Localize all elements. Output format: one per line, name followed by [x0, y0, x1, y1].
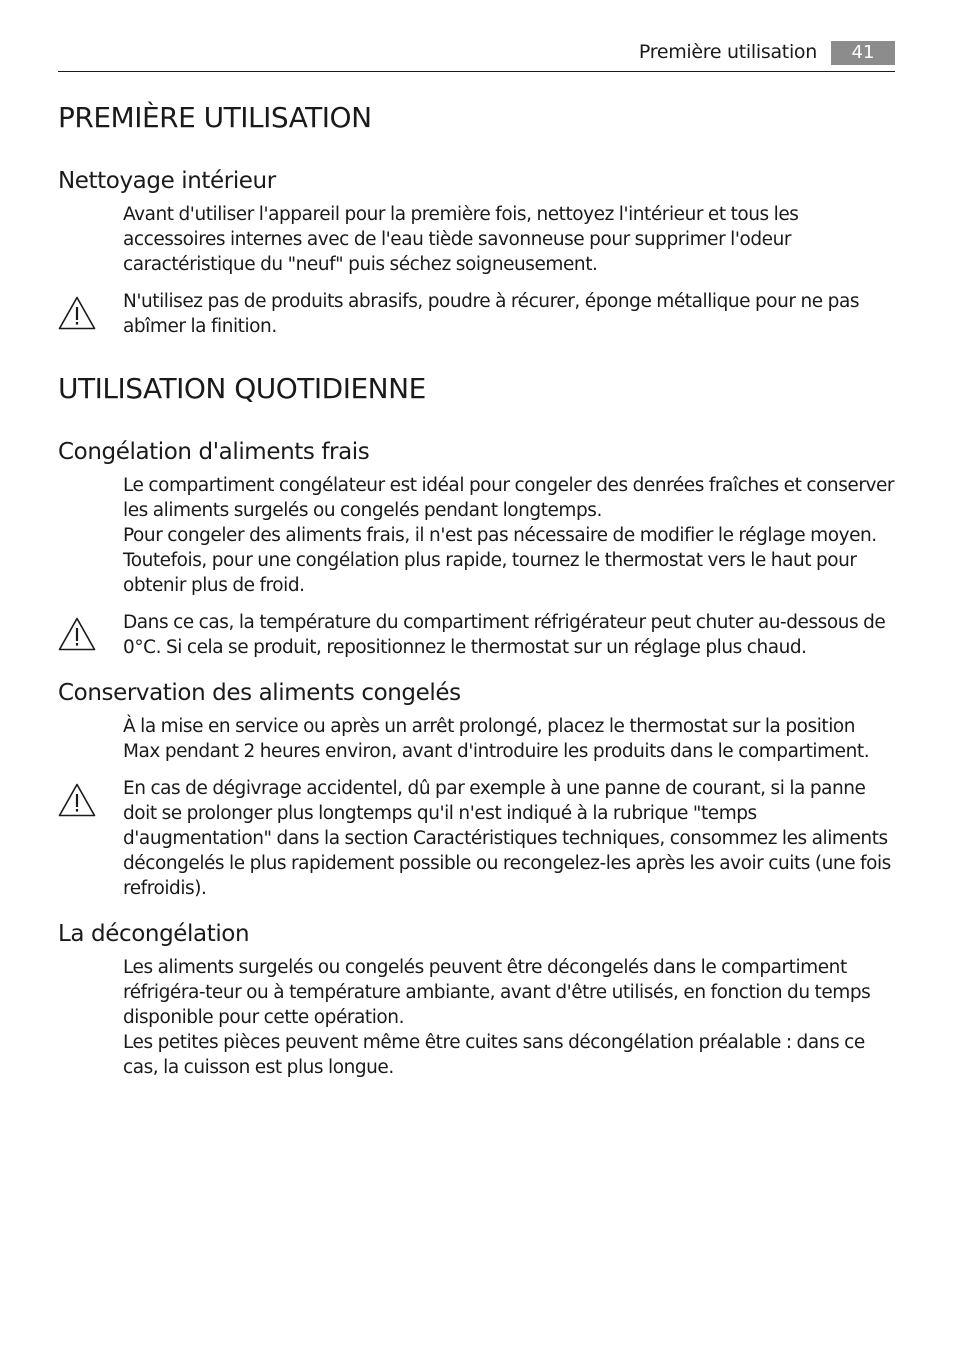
page-number: 41: [831, 41, 895, 65]
section-heading-daily-use: UTILISATION QUOTIDIENNE: [58, 372, 426, 405]
warning-text: N'utilisez pas de produits abrasifs, poudre à récurer, éponge métallique pour ne pas abîmer la finition.: [123, 291, 860, 337]
paragraph: Les petites pièces peuvent même être cuites sans décongélation préalable : dans ce cas, la cuisson est plus longue.: [123, 1032, 865, 1078]
warning-text: Dans ce cas, la température du compartiment réfrigérateur peut chuter au-dessous de 0°C. Si cela se produit, repositionnez le thermostat sur un réglage plus chaud.: [123, 612, 886, 658]
page-content: [58, 100, 895, 1080]
paragraph: Avant d'utiliser l'appareil pour la première fois, nettoyez l'intérieur et tous les accessoires internes avec de l'eau tiède savonneuse pour supprimer l'odeur caractéristique du "neuf" puis séchez soigneusement.: [123, 204, 799, 275]
paragraph: Toutefois, pour une congélation plus rapide, tournez le thermostat vers le haut pour obtenir plus de froid.: [123, 550, 857, 596]
paragraph: Pour congeler des aliments frais, il n'est pas nécessaire de modifier le réglage moyen.: [123, 525, 877, 546]
warning-note: [58, 776, 895, 901]
warning-triangle-icon: [58, 296, 96, 330]
paragraph: Les aliments surgelés ou congelés peuvent être décongelés dans le compartiment réfrigéra-teur ou à température ambiante, avant d'être utilisés, en fonction du temps disponible pour cette opération.: [123, 957, 871, 1028]
subsection-heading-freezing-fresh-food: Congélation d'aliments frais: [58, 439, 370, 465]
warning-note: [58, 289, 895, 339]
section-heading-first-use: PREMIÈRE UTILISATION: [58, 101, 372, 134]
running-header-title: Première utilisation: [638, 41, 817, 63]
subsection-heading-interior-cleaning: Nettoyage intérieur: [58, 168, 276, 194]
warning-note: [58, 610, 895, 660]
warning-text: En cas de dégivrage accidentel, dû par exemple à une panne de courant, si la panne doit se prolonger plus longtemps qu'il n'est indiqué à la rubrique "temps d'augmentation" dans la section Caractéristiques techniques, consommez les aliments décongelés le plus rapidement possible ou recongelez-les après les avoir cuits (une fois refroidis).: [123, 778, 891, 899]
paragraph: À la mise en service ou après un arrêt prolongé, placez le thermostat sur la position Max pendant 2 heures environ, avant d'introduire les produits dans le compartiment.: [123, 716, 870, 762]
subsection-heading-defrosting: La décongélation: [58, 921, 250, 947]
warning-triangle-icon: [58, 617, 96, 651]
paragraph: Le compartiment congélateur est idéal pour congeler des denrées fraîches et conserver les aliments surgelés ou congelés pendant longtemps.: [123, 475, 895, 521]
subsection-heading-frozen-food-storage: Conservation des aliments congelés: [58, 680, 461, 706]
warning-triangle-icon: [58, 783, 96, 817]
page-header: [58, 38, 895, 72]
